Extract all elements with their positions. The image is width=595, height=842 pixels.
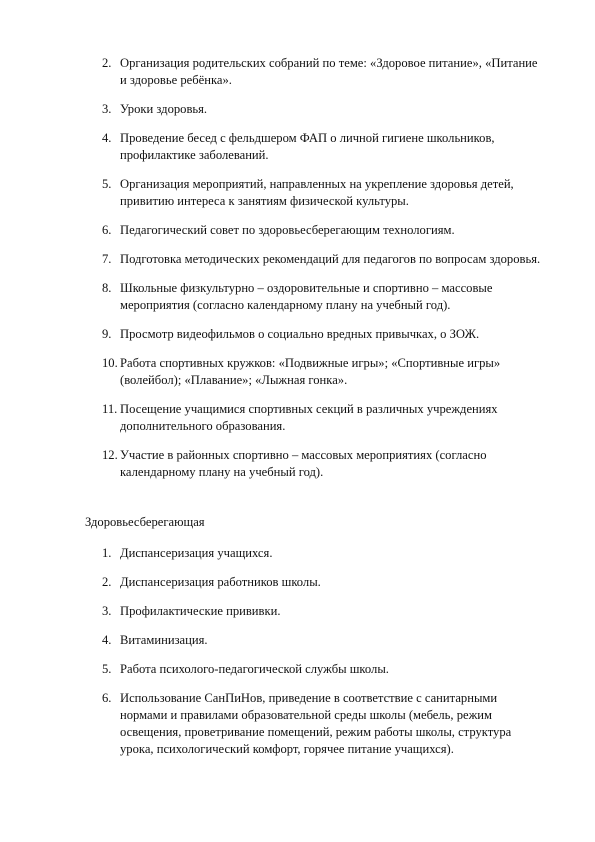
health-saving-list: [102, 545, 542, 770]
item-number: 3.: [102, 102, 112, 116]
item-text: Профилактические прививки.: [120, 604, 281, 618]
list-item: [102, 280, 542, 314]
item-text: Уроки здоровья.: [120, 102, 208, 116]
item-text: Просмотр видеофильмов о социально вредных привычках, о ЗОЖ.: [120, 327, 480, 341]
item-number: 5.: [102, 177, 112, 191]
list-item: [102, 447, 542, 481]
item-number: 9.: [102, 327, 112, 341]
list-item: [102, 176, 542, 210]
item-text: Работа спортивных кружков: «Подвижные игры»; «Спортивные игры» (волейбол); «Плавание»; «Лыжная гонка».: [120, 356, 501, 387]
list-item: [102, 326, 542, 343]
item-text: Участие в районных спортивно – массовых мероприятиях (согласно календарному плану на учебный год).: [120, 448, 487, 479]
section-heading: Здоровьесберегающая: [85, 515, 205, 529]
item-number: 2.: [102, 56, 112, 70]
list-item: [102, 690, 542, 758]
list-item: [102, 355, 542, 389]
item-number: 6.: [102, 223, 112, 237]
list-item: [102, 101, 542, 118]
item-number: 4.: [102, 633, 112, 647]
list-item: [102, 545, 542, 562]
item-text: Педагогический совет по здоровьесберегающим технологиям.: [120, 223, 455, 237]
list-item: [102, 603, 542, 620]
item-text: Проведение бесед с фельдшером ФАП о личной гигиене школьников, профилактике заболеваний.: [120, 131, 495, 162]
item-number: 2.: [102, 575, 112, 589]
list-item: [102, 661, 542, 678]
item-number: 8.: [102, 281, 112, 295]
item-text: Организация мероприятий, направленных на укрепление здоровья детей, привитию интереса к занятиям физической культуры.: [120, 177, 514, 208]
item-number: 12.: [102, 448, 118, 462]
item-number: 11.: [102, 402, 118, 416]
item-text: Использование СанПиНов, приведение в соответствие с санитарными нормами и правилами образовательной среды школы (мебель, режим освещения, проветривание помещений, режим работы школы, структура урока, психологический комфорт, горячее питание учащихся).: [120, 691, 512, 756]
list-item: [102, 632, 542, 649]
list-item: [102, 222, 542, 239]
list-item: [102, 55, 542, 89]
list-item: [102, 574, 542, 591]
activities-list: [102, 55, 542, 493]
item-number: 4.: [102, 131, 112, 145]
item-text: Организация родительских собраний по теме: «Здоровое питание», «Питание и здоровье ребёнка».: [120, 56, 538, 87]
item-number: 6.: [102, 691, 112, 705]
item-number: 3.: [102, 604, 112, 618]
item-text: Витаминизация.: [120, 633, 208, 647]
item-text: Работа психолого-педагогической службы школы.: [120, 662, 389, 676]
item-text: Диспансеризация учащихся.: [120, 546, 273, 560]
list-item: [102, 251, 542, 268]
list-item: [102, 130, 542, 164]
item-number: 5.: [102, 662, 112, 676]
item-text: Подготовка методических рекомендаций для педагогов по вопросам здоровья.: [120, 252, 541, 266]
item-number: 1.: [102, 546, 112, 560]
item-text: Посещение учащимися спортивных секций в различных учреждениях дополнительного образования.: [120, 402, 498, 433]
item-number: 7.: [102, 252, 112, 266]
item-number: 10.: [102, 356, 118, 370]
list-item: [102, 401, 542, 435]
item-text: Диспансеризация работников школы.: [120, 575, 321, 589]
item-text: Школьные физкультурно – оздоровительные и спортивно – массовые мероприятия (согласно календарному плану на учебный год).: [120, 281, 493, 312]
